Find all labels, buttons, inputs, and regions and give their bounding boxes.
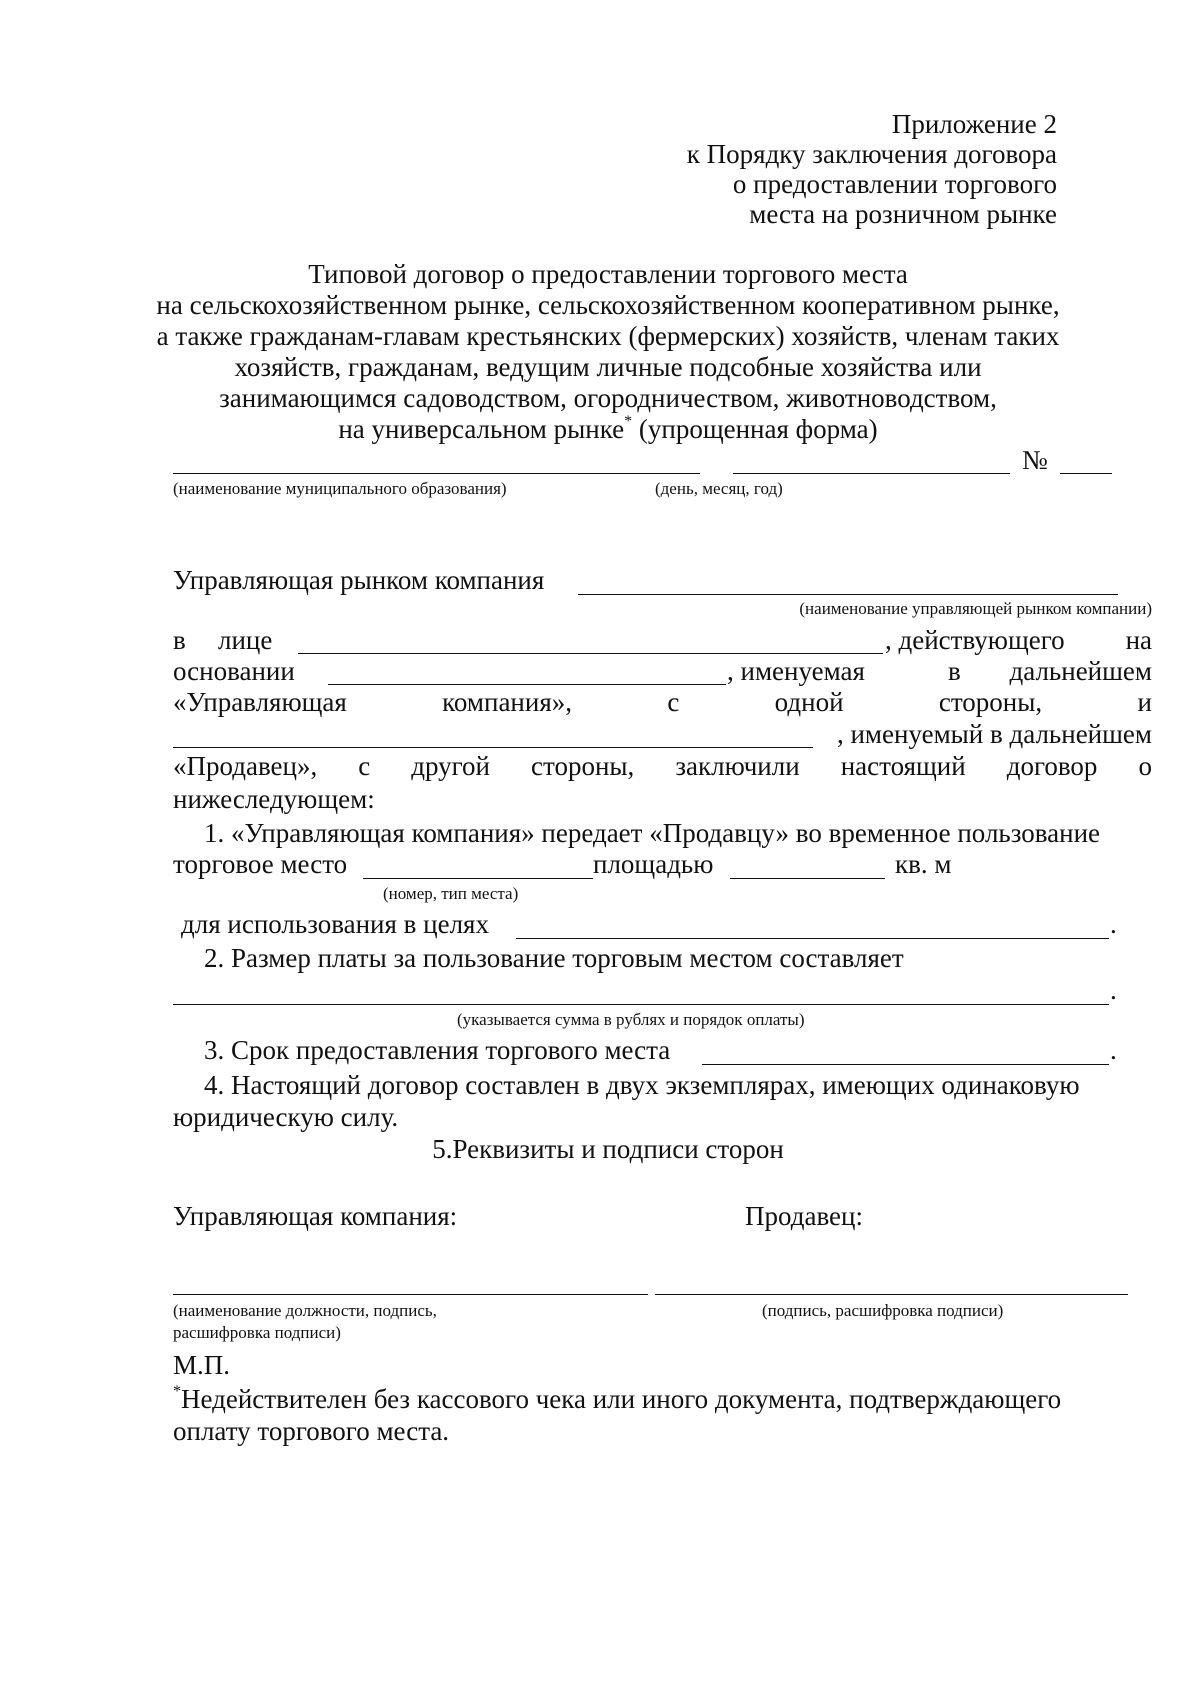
seller-name-field[interactable] [173, 747, 813, 748]
signatures-heading: 5.Реквизиты и подписи сторон [432, 1134, 784, 1164]
title-asterisk: * [624, 413, 633, 430]
clause-2-period: . [1110, 975, 1117, 1005]
annex-line-3: о предоставлении торгового [732, 169, 1057, 199]
municipality-field[interactable] [173, 473, 700, 474]
text-further: дальнейшем [1009, 656, 1152, 686]
date-hint: (день, месяц, год) [655, 479, 783, 498]
seller-signature-hint: (подпись, расшифровка подписи) [762, 1301, 1004, 1320]
stamp-label: М.П. [173, 1350, 231, 1380]
text-seller: «Продавец», [173, 751, 318, 781]
clause-1-purpose-label: для использования в целях [181, 909, 489, 939]
text-side2: стороны, [531, 751, 635, 781]
title-line-6-suffix: (упрощенная форма) [632, 414, 878, 444]
area-field[interactable] [730, 878, 885, 879]
company-name-hint: (наименование управляющей рынком компании) [799, 599, 1152, 618]
text-contract: договор [1006, 751, 1098, 781]
company-signature-label: Управляющая компания: [173, 1201, 458, 1231]
company-signature-hint-2: расшифровка подписи) [173, 1323, 341, 1342]
company-signature-hint-1: (наименование должности, подпись, [173, 1301, 437, 1320]
title-line-2: на сельскохозяйственном рынке, сельскохозяйственном кооперативном рынке, [156, 290, 1060, 320]
text-na: на [1125, 625, 1152, 655]
clause-1-period: . [1110, 909, 1117, 939]
text-this: настоящий [840, 751, 966, 781]
company-signature-field[interactable] [173, 1294, 648, 1295]
text-uk: «Управляющая [173, 687, 347, 717]
clause-1: 1. «Управляющая компания» передает «Продавцу» во временное пользование [204, 818, 1100, 848]
text-named-seller: , именуемый в дальнейшем [836, 719, 1152, 749]
text-side: стороны, [938, 687, 1043, 717]
place-number-hint: (номер, тип места) [383, 884, 519, 903]
row-management-company [173, 686, 1152, 718]
title-line-6 [0, 413, 1200, 445]
text-one: одной [774, 687, 844, 717]
clause-3: 3. Срок предоставления торгового места [204, 1035, 671, 1065]
purpose-field[interactable] [516, 938, 1109, 939]
date-field[interactable] [733, 473, 1010, 474]
text-o: о [1138, 751, 1152, 781]
footnote-line-2: оплату торгового места. [173, 1416, 450, 1446]
footnote-asterisk: * [173, 1383, 181, 1400]
text-basis: основании [173, 656, 295, 686]
text-concluded: заключили [675, 751, 800, 781]
annex-line-4: места на розничном рынке [749, 199, 1057, 229]
basis-field[interactable] [328, 684, 726, 685]
number-field[interactable] [1060, 473, 1112, 474]
title-line-6-text: на универсальном рынке [338, 414, 625, 444]
text-v: в [173, 625, 186, 655]
text-s2: с [358, 751, 371, 781]
footnote-line-1 [173, 1383, 1061, 1415]
text-following: нижеследующем: [173, 784, 375, 814]
municipality-hint: (наименование муниципального образования) [173, 479, 507, 498]
footnote-line-1-text: Недействителен без кассового чека или иного документа, подтверждающего [181, 1384, 1062, 1414]
title-line-4: хозяйств, гражданам, ведущим личные подсобные хозяйства или [234, 352, 982, 382]
number-sign: № [1022, 445, 1048, 475]
seller-signature-field[interactable] [655, 1294, 1128, 1295]
text-litse: лице [218, 625, 273, 655]
clause-4-line-1: 4. Настоящий договор составлен в двух экземплярах, имеющих одинаковую [204, 1070, 1080, 1100]
clause-2: 2. Размер платы за пользование торговым местом составляет [204, 943, 904, 973]
clause-1-unit: кв. м [895, 849, 952, 879]
title-line-1: Типовой договор о предоставлении торгового места [308, 259, 908, 289]
clause-1-area-label: площадью [593, 849, 714, 879]
company-label: Управляющая рынком компания [173, 565, 545, 595]
row-seller [173, 750, 1152, 782]
clause-3-period: . [1110, 1035, 1117, 1065]
place-number-field[interactable] [363, 878, 593, 879]
text-s: с [667, 687, 680, 717]
annex-line-2: к Порядку заключения договора [686, 139, 1057, 169]
company-name-field[interactable] [578, 594, 1118, 595]
payment-hint: (указывается сумма в рублях и порядок оплаты) [457, 1010, 805, 1029]
title-line-3: а также гражданам-главам крестьянских (фермерских) хозяйств, членам таких [156, 321, 1060, 351]
text-and: и [1137, 687, 1152, 717]
annex-line-1: Приложение 2 [891, 109, 1057, 139]
representative-field[interactable] [298, 653, 883, 654]
text-named: , именуемая [727, 656, 865, 686]
text-other: другой [411, 751, 490, 781]
clause-1-place-label: торговое место [173, 849, 348, 879]
text-in: в [948, 656, 961, 686]
payment-field[interactable] [173, 1004, 1109, 1005]
text-company: компания», [442, 687, 572, 717]
term-field[interactable] [702, 1064, 1109, 1065]
seller-signature-label: Продавец: [745, 1201, 863, 1231]
clause-4-line-2: юридическую силу. [173, 1102, 399, 1132]
title-line-5: занимающимся садоводством, огородничеством, животноводством, [219, 383, 997, 413]
text-acting: , действующего [885, 625, 1065, 655]
